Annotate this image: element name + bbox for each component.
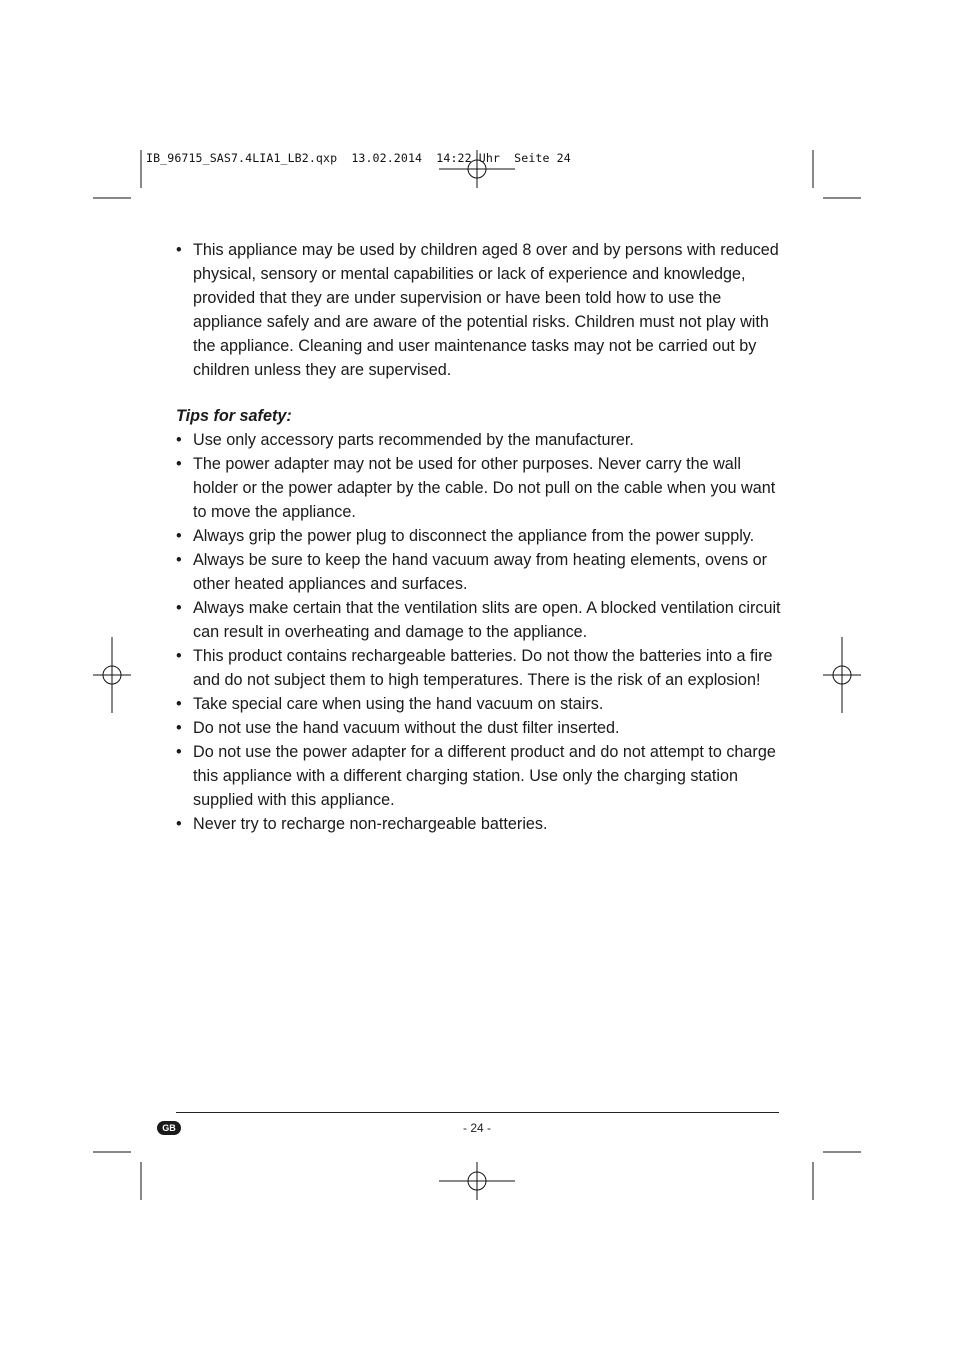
registration-mark-left bbox=[93, 637, 131, 713]
list-item: • Do not use the power adapter for a different product and do not attempt to charge this appliance with a different charging station. Use only the charging station supplied with this appliance. bbox=[176, 740, 786, 812]
list-item: • This product contains rechargeable batteries. Do not thow the batteries into a fire and do not subject them to high temperatures. There is the risk of an explosion! bbox=[176, 644, 786, 692]
footer-divider bbox=[176, 1112, 779, 1113]
list-item: • This appliance may be used by children aged 8 over and by persons with reduced physical, sensory or mental capabilities or lack of experience and knowledge, provided that they are under supervision or have been told how to use the appliance safely and are aware of the potential risks. Children must not play with the appliance. Cleaning and user maintenance tasks may not be carried out by children unless they are supervised. bbox=[176, 238, 786, 382]
list-item: • Take special care when using the hand vacuum on stairs. bbox=[176, 692, 786, 716]
list-item: • Always be sure to keep the hand vacuum away from heating elements, ovens or other heated appliances and surfaces. bbox=[176, 548, 786, 596]
list-item: • Always grip the power plug to disconnect the appliance from the power supply. bbox=[176, 524, 786, 548]
list-item: • Always make certain that the ventilation slits are open. A blocked ventilation circuit can result in overheating and damage to the appliance. bbox=[176, 596, 786, 644]
country-badge: GB bbox=[157, 1121, 181, 1135]
page-number: - 24 - bbox=[462, 1121, 491, 1135]
page-content bbox=[176, 238, 786, 836]
list-item: • The power adapter may not be used for other purposes. Never carry the wall holder or the power adapter by the cable. Do not pull on the cable when you want to move the appliance. bbox=[176, 452, 786, 524]
list-item: • Do not use the hand vacuum without the dust filter inserted. bbox=[176, 716, 786, 740]
print-slug-line: IB_96715_SAS7.4LIA1_LB2.qxp 13.02.2014 14:22 Uhr Seite 24 bbox=[146, 151, 571, 165]
list-item: • Never try to recharge non-rechargeable batteries. bbox=[176, 812, 786, 836]
section-heading: Tips for safety: bbox=[176, 407, 292, 425]
intro-list bbox=[176, 238, 786, 382]
registration-mark-bottom bbox=[439, 1162, 515, 1200]
list-item: • Use only accessory parts recommended by the manufacturer. bbox=[176, 428, 786, 452]
registration-mark-right bbox=[823, 637, 861, 713]
safety-tips-list bbox=[176, 428, 786, 836]
